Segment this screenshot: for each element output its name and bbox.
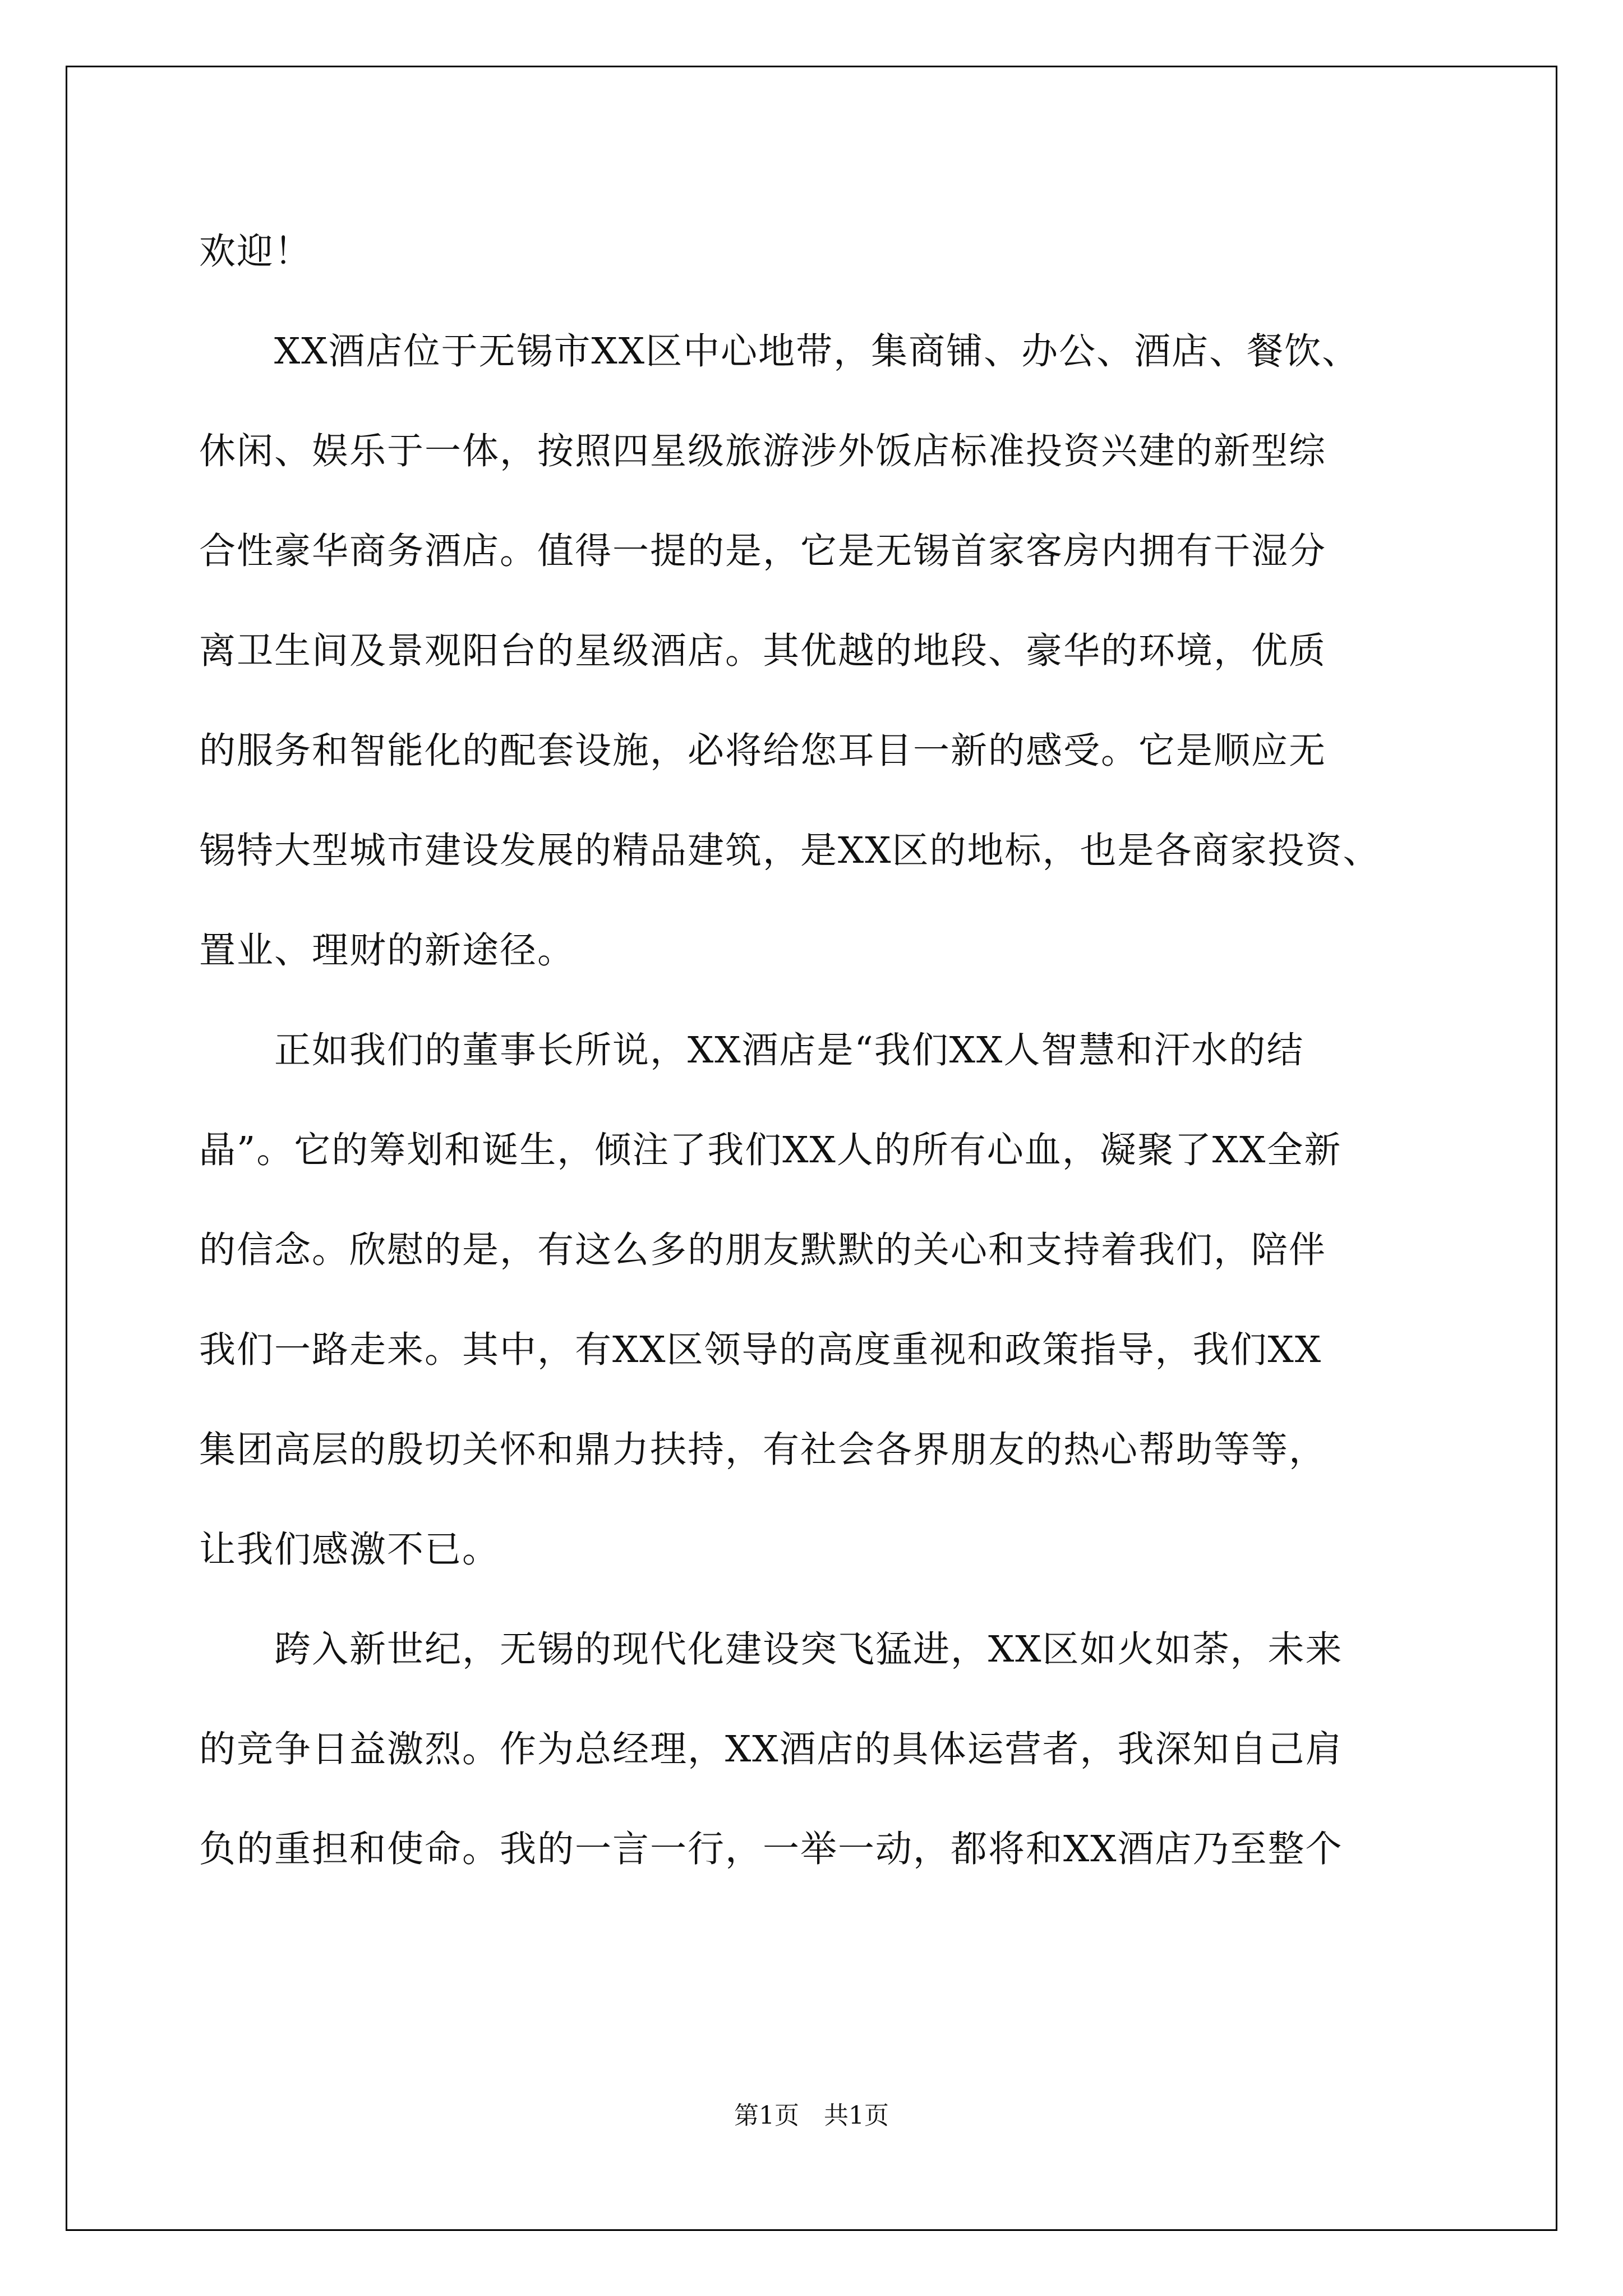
text-line: 的信念。欣慰的是，有这么多的朋友默默的关心和支持着我们，陪伴 [199,1229,1327,1271]
text-line: XX酒店位于无锡市XX区中心地带，集商铺、办公、酒店、餐饮、 [199,330,1360,372]
text-line: 晶”。它的筹划和诞生，倾注了我们XX人的所有心血，凝聚了XX全新 [199,1129,1342,1171]
text-line: 离卫生间及景观阳台的星级酒店。其优越的地段、豪华的环境，优质 [199,630,1327,672]
text-line: 让我们感激不已。 [199,1529,500,1571]
text-line: 欢迎！ [199,231,312,273]
text-line: 负的重担和使命。我的一言一行，一举一动，都将和XX酒店乃至整个 [199,1828,1343,1870]
page-footer: 第1页 共1页 [734,2101,889,2130]
text-line: 的竞争日益激烈。作为总经理，XX酒店的具体运营者，我深知自己肩 [199,1728,1343,1770]
document-body [199,202,1424,1899]
text-line: 置业、理财的新途径。 [199,930,575,972]
text-line: 锡特大型城市建设发展的精品建筑，是XX区的地标，也是各商家投资、 [199,830,1381,872]
text-line: 合性豪华商务酒店。值得一提的是，它是无锡首家客房内拥有干湿分 [199,530,1327,572]
text-line: 集团高层的殷切关怀和鼎力扶持，有社会各界朋友的热心帮助等等， [199,1429,1327,1471]
text-line: 跨入新世纪，无锡的现代化建设突飞猛进，XX区如火如荼，未来 [199,1628,1343,1671]
text-line: 正如我们的董事长所说，XX酒店是“我们XX人智慧和汗水的结 [199,1029,1304,1071]
text-line: 我们一路走来。其中，有XX区领导的高度重视和政策指导，我们XX [199,1329,1322,1371]
text-line: 休闲、娱乐于一体，按照四星级旅游涉外饭店标准投资兴建的新型综 [199,430,1327,472]
text-line: 的服务和智能化的配套设施，必将给您耳目一新的感受。它是顺应无 [199,730,1327,772]
